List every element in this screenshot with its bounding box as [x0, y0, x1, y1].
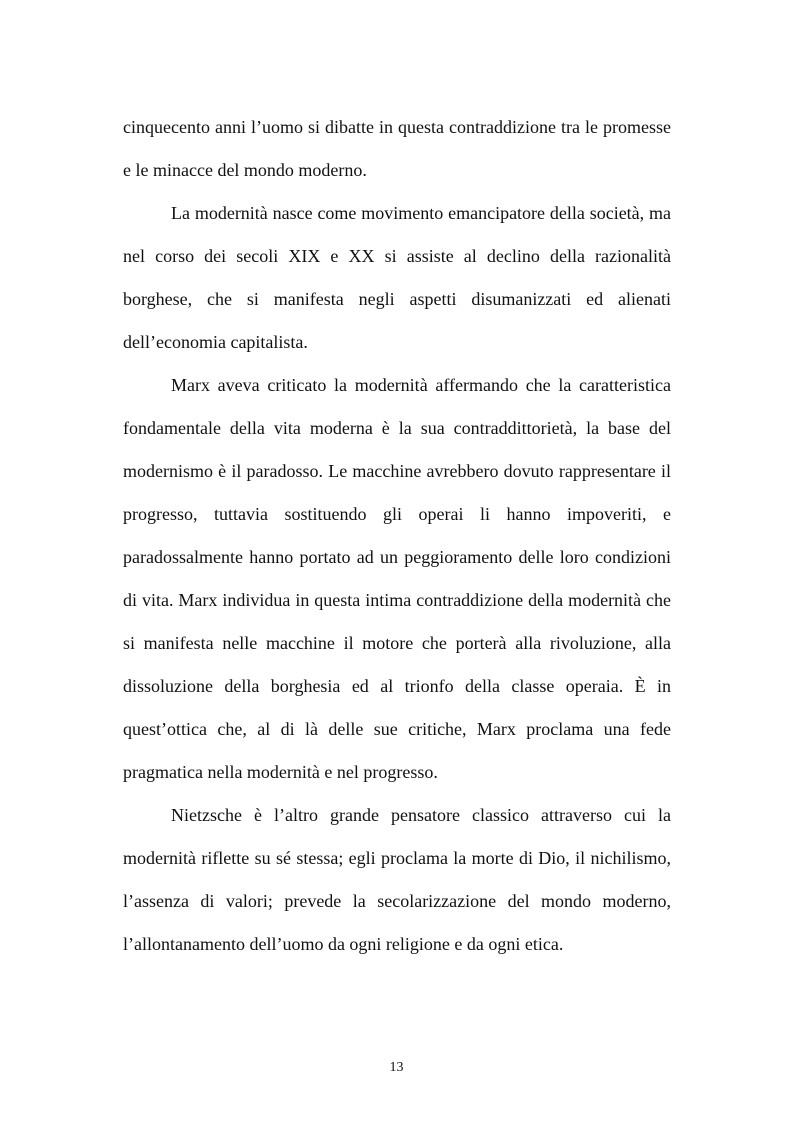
paragraph-marx: Marx aveva criticato la modernità affermando che la caratteristica fondamentale della vita moderna è la sua contraddittorietà, la base del modernismo è il paradosso. Le macchine avrebbero dovuto rappresentare il progresso, tuttavia sostituendo gli operai li hanno impoveriti, e paradossalmente hanno portato ad un peggioramento delle loro condizioni di vita. Marx individua in questa intima contraddizione della modernità che si manifesta nelle macchine il motore che porterà alla rivoluzione, alla dissoluzione della borghesia ed al trionfo della classe operaia. È in quest’ottica che, al di là delle sue critiche, Marx proclama una fede pragmatica nella modernità e nel progresso. [123, 375, 671, 782]
body-text [123, 106, 671, 966]
page-number: 13 [389, 1060, 404, 1075]
paragraph-continuation: cinquecento anni l’uomo si dibatte in questa contraddizione tra le promesse e le minacce del mondo moderno. [123, 117, 671, 180]
paragraph-modernita: La modernità nasce come movimento emancipatore della società, ma nel corso dei secoli XIX e XX si assiste al declino della razionalità borghese, che si manifesta negli aspetti disumanizzati ed alienati dell’economia capitalista. [123, 203, 671, 352]
paragraph-nietzsche: Nietzsche è l’altro grande pensatore classico attraverso cui la modernità riflette su sé stessa; egli proclama la morte di Dio, il nichilismo, l’assenza di valori; prevede la secolarizzazione del mondo moderno, l’allontanamento dell’uomo da ogni religione e da ogni etica. [123, 805, 671, 954]
